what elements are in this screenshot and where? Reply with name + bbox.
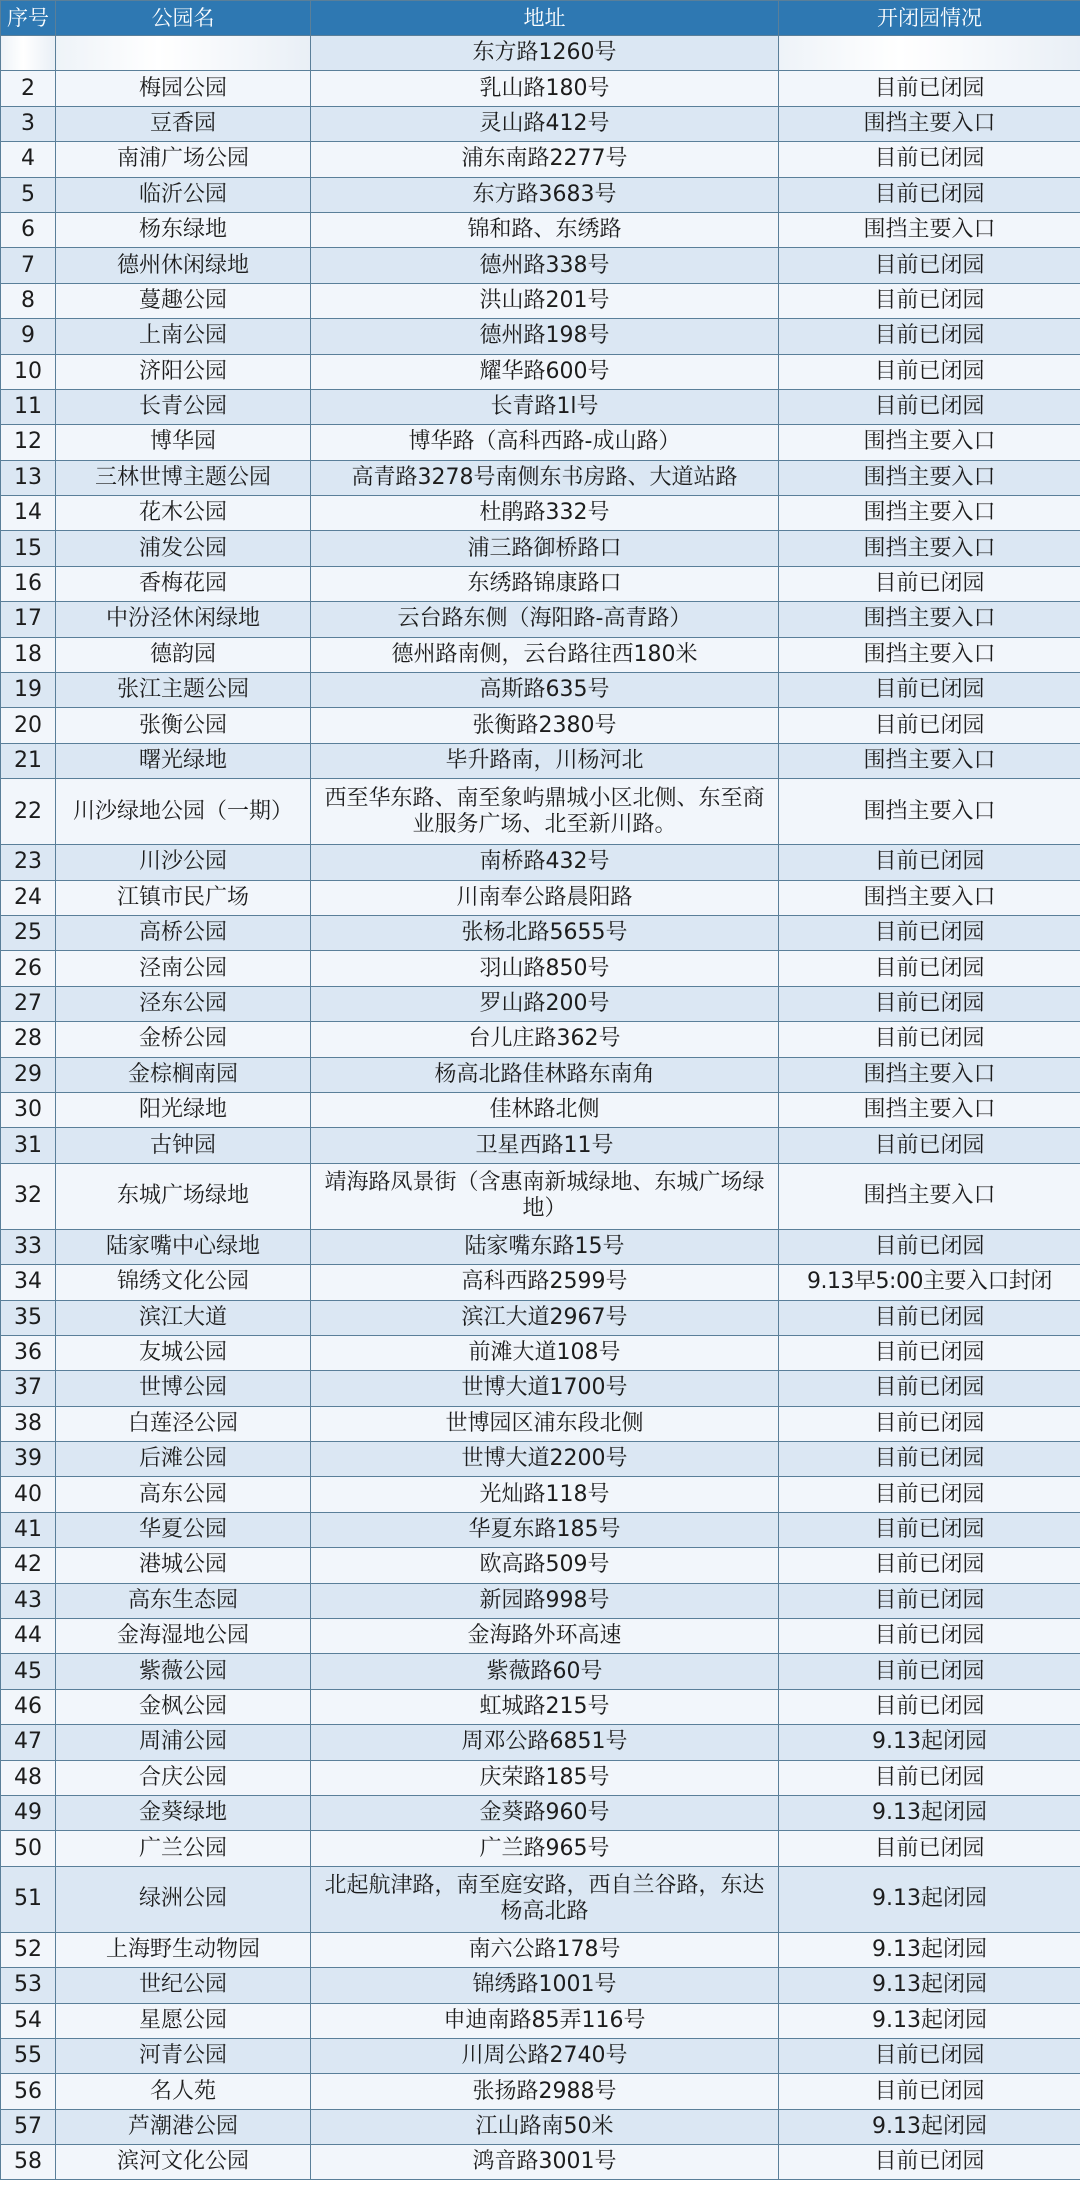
row-address-cell: 欧高路509号: [311, 1548, 779, 1583]
row-index-cell: 32: [1, 1163, 56, 1229]
row-index-cell: 41: [1, 1512, 56, 1547]
table-row: [1, 177, 1080, 212]
row-park-name-cell: 济阳公园: [56, 354, 311, 389]
row-park-name-cell: 陆家嘴中心绿地: [56, 1229, 311, 1264]
row-index-cell: 2: [1, 71, 56, 106]
row-park-name-cell: [56, 36, 311, 71]
table-row: [1, 2074, 1080, 2109]
row-index-cell: 49: [1, 1795, 56, 1830]
row-park-name-cell: 周浦公园: [56, 1725, 311, 1760]
row-index-cell: 51: [1, 1866, 56, 1932]
row-park-name-cell: 友城公园: [56, 1335, 311, 1370]
row-index-cell: 34: [1, 1265, 56, 1300]
row-address-cell: 长青路1l号: [311, 389, 779, 424]
row-status-cell: 目前已闭园: [779, 1128, 1080, 1163]
row-index-cell: 40: [1, 1477, 56, 1512]
row-park-name-cell: 后滩公园: [56, 1442, 311, 1477]
row-address-cell: 羽山路850号: [311, 951, 779, 986]
row-park-name-cell: 滨河文化公园: [56, 2145, 311, 2180]
row-park-name-cell: 金海湿地公园: [56, 1619, 311, 1654]
row-index-cell: 14: [1, 496, 56, 531]
row-status-cell: 9.13早5:00主要入口封闭: [779, 1265, 1080, 1300]
row-address-cell: 博华路（高科西路-成山路）: [311, 425, 779, 460]
table-row: [1, 566, 1080, 601]
row-address-cell: 张扬路2988号: [311, 2074, 779, 2109]
row-address-cell: 罗山路200号: [311, 986, 779, 1021]
table-row: [1, 1725, 1080, 1760]
row-index-cell: 19: [1, 673, 56, 708]
row-park-name-cell: 梅园公园: [56, 71, 311, 106]
row-park-name-cell: 泾南公园: [56, 951, 311, 986]
row-status-cell: 围挡主要入口: [779, 425, 1080, 460]
row-status-cell: 围挡主要入口: [779, 460, 1080, 495]
row-status-cell: 9.13起闭园: [779, 1932, 1080, 1967]
table-row: [1, 1689, 1080, 1724]
table-row: [1, 248, 1080, 283]
row-park-name-cell: 世博公园: [56, 1371, 311, 1406]
table-row: [1, 915, 1080, 950]
row-index-cell: 38: [1, 1406, 56, 1441]
row-status-cell: 目前已闭园: [779, 2074, 1080, 2109]
row-status-cell: 9.13起闭园: [779, 1795, 1080, 1830]
row-index-cell: 13: [1, 460, 56, 495]
table-row: [1, 460, 1080, 495]
table-row: [1, 1092, 1080, 1127]
row-index-cell: 35: [1, 1300, 56, 1335]
row-park-name-cell: 泾东公园: [56, 986, 311, 1021]
header-address: 地址: [311, 1, 779, 36]
table-row: [1, 496, 1080, 531]
row-address-cell: 佳林路北侧: [311, 1092, 779, 1127]
row-status-cell: 目前已闭园: [779, 1583, 1080, 1618]
row-status-cell: 目前已闭园: [779, 1831, 1080, 1866]
table-row: [1, 1831, 1080, 1866]
row-status-cell: 围挡主要入口: [779, 496, 1080, 531]
row-status-cell: 目前已闭园: [779, 986, 1080, 1021]
table-row: [1, 880, 1080, 915]
row-park-name-cell: 芦潮港公园: [56, 2109, 311, 2144]
row-index-cell: 57: [1, 2109, 56, 2144]
row-address-cell: 广兰路965号: [311, 1831, 779, 1866]
row-status-cell: 目前已闭园: [779, 845, 1080, 880]
row-index-cell: 39: [1, 1442, 56, 1477]
row-park-name-cell: 浦发公园: [56, 531, 311, 566]
row-park-name-cell: 德韵园: [56, 637, 311, 672]
row-index-cell: 36: [1, 1335, 56, 1370]
table-row: [1, 212, 1080, 247]
row-park-name-cell: 滨江大道: [56, 1300, 311, 1335]
table-row: [1, 1932, 1080, 1967]
row-address-cell: 锦绣路1001号: [311, 1968, 779, 2003]
row-address-cell: 南六公路178号: [311, 1932, 779, 1967]
row-park-name-cell: 锦绣文化公园: [56, 1265, 311, 1300]
row-park-name-cell: 金棕榈南园: [56, 1057, 311, 1092]
row-address-cell: 东绣路锦康路口: [311, 566, 779, 601]
row-index-cell: 9: [1, 319, 56, 354]
row-address-cell: 世博大道2200号: [311, 1442, 779, 1477]
row-address-cell: 光灿路118号: [311, 1477, 779, 1512]
row-status-cell: 围挡主要入口: [779, 212, 1080, 247]
row-index-cell: 25: [1, 915, 56, 950]
row-status-cell: 围挡主要入口: [779, 1057, 1080, 1092]
row-address-cell: 世博园区浦东段北侧: [311, 1406, 779, 1441]
row-index-cell: 12: [1, 425, 56, 460]
row-address-cell: 北起航津路，南至庭安路，西自兰谷路，东达杨高北路: [311, 1866, 779, 1932]
table-row: [1, 36, 1080, 71]
row-address-cell: 杜鹃路332号: [311, 496, 779, 531]
row-address-cell: 滨江大道2967号: [311, 1300, 779, 1335]
row-park-name-cell: 上海野生动物园: [56, 1932, 311, 1967]
header-row: [1, 1, 1080, 36]
row-address-cell: 虹城路215号: [311, 1689, 779, 1724]
table-body: [1, 36, 1080, 2180]
table-row: [1, 531, 1080, 566]
row-index-cell: 46: [1, 1689, 56, 1724]
row-park-name-cell: 长青公园: [56, 389, 311, 424]
row-address-cell: 世博大道1700号: [311, 1371, 779, 1406]
row-status-cell: 目前已闭园: [779, 389, 1080, 424]
row-address-cell: 卫星西路11号: [311, 1128, 779, 1163]
table-row: [1, 389, 1080, 424]
table-row: [1, 1163, 1080, 1229]
row-status-cell: 目前已闭园: [779, 1512, 1080, 1547]
row-address-cell: 周邓公路6851号: [311, 1725, 779, 1760]
row-status-cell: 目前已闭园: [779, 1406, 1080, 1441]
row-status-cell: 目前已闭园: [779, 1229, 1080, 1264]
row-status-cell: 目前已闭园: [779, 1022, 1080, 1057]
row-index-cell: 55: [1, 2038, 56, 2073]
table-row: [1, 1866, 1080, 1932]
table-row: [1, 1583, 1080, 1618]
row-index-cell: 29: [1, 1057, 56, 1092]
row-status-cell: 目前已闭园: [779, 915, 1080, 950]
row-park-name-cell: 杨东绿地: [56, 212, 311, 247]
row-index-cell: 45: [1, 1654, 56, 1689]
row-status-cell: 目前已闭园: [779, 2038, 1080, 2073]
row-index-cell: 4: [1, 142, 56, 177]
table-row: [1, 1022, 1080, 1057]
row-address-cell: 德州路南侧，云台路往西180米: [311, 637, 779, 672]
row-park-name-cell: 东城广场绿地: [56, 1163, 311, 1229]
row-address-cell: 灵山路412号: [311, 106, 779, 141]
row-status-cell: 目前已闭园: [779, 1689, 1080, 1724]
row-status-cell: 目前已闭园: [779, 1760, 1080, 1795]
row-status-cell: 围挡主要入口: [779, 637, 1080, 672]
row-address-cell: 高科西路2599号: [311, 1265, 779, 1300]
row-index-cell: 58: [1, 2145, 56, 2180]
row-status-cell: 围挡主要入口: [779, 1092, 1080, 1127]
row-address-cell: 乳山路180号: [311, 71, 779, 106]
table-row: [1, 673, 1080, 708]
table-row: [1, 845, 1080, 880]
table-row: [1, 2109, 1080, 2144]
table-row: [1, 425, 1080, 460]
table-row: [1, 743, 1080, 778]
row-index-cell: 5: [1, 177, 56, 212]
row-status-cell: [779, 36, 1080, 71]
table-row: [1, 1128, 1080, 1163]
row-status-cell: 目前已闭园: [779, 71, 1080, 106]
row-address-cell: 陆家嘴东路15号: [311, 1229, 779, 1264]
table-row: [1, 708, 1080, 743]
row-status-cell: 目前已闭园: [779, 283, 1080, 318]
row-status-cell: 目前已闭园: [779, 708, 1080, 743]
row-park-name-cell: 古钟园: [56, 1128, 311, 1163]
row-address-cell: 张杨北路5655号: [311, 915, 779, 950]
row-address-cell: 前滩大道108号: [311, 1335, 779, 1370]
row-park-name-cell: 德州休闲绿地: [56, 248, 311, 283]
row-address-cell: 金葵路960号: [311, 1795, 779, 1830]
table-row: [1, 1548, 1080, 1583]
row-park-name-cell: 三林世博主题公园: [56, 460, 311, 495]
row-index-cell: [1, 36, 56, 71]
row-index-cell: 27: [1, 986, 56, 1021]
row-status-cell: 目前已闭园: [779, 354, 1080, 389]
row-address-cell: 毕升路南，川杨河北: [311, 743, 779, 778]
header-park-name: 公园名: [56, 1, 311, 36]
row-index-cell: 18: [1, 637, 56, 672]
row-index-cell: 20: [1, 708, 56, 743]
table-row: [1, 1795, 1080, 1830]
row-status-cell: 目前已闭园: [779, 1442, 1080, 1477]
row-index-cell: 42: [1, 1548, 56, 1583]
row-address-cell: 台儿庄路362号: [311, 1022, 779, 1057]
row-address-cell: 浦东南路2277号: [311, 142, 779, 177]
row-park-name-cell: 蔓趣公园: [56, 283, 311, 318]
row-address-cell: 江山路南50米: [311, 2109, 779, 2144]
row-status-cell: 目前已闭园: [779, 1477, 1080, 1512]
table-row: [1, 1654, 1080, 1689]
row-status-cell: 围挡主要入口: [779, 1163, 1080, 1229]
row-park-name-cell: 绿洲公园: [56, 1866, 311, 1932]
row-status-cell: 目前已闭园: [779, 2145, 1080, 2180]
table-row: [1, 779, 1080, 845]
row-park-name-cell: 名人苑: [56, 2074, 311, 2109]
row-index-cell: 31: [1, 1128, 56, 1163]
table-row: [1, 1300, 1080, 1335]
row-park-name-cell: 花木公园: [56, 496, 311, 531]
row-status-cell: 9.13起闭园: [779, 1725, 1080, 1760]
row-index-cell: 11: [1, 389, 56, 424]
row-address-cell: 耀华路600号: [311, 354, 779, 389]
row-status-cell: 目前已闭园: [779, 177, 1080, 212]
row-park-name-cell: 江镇市民广场: [56, 880, 311, 915]
table-row: [1, 1371, 1080, 1406]
row-status-cell: 围挡主要入口: [779, 531, 1080, 566]
table-row: [1, 602, 1080, 637]
row-address-cell: 东方路3683号: [311, 177, 779, 212]
row-address-cell: 靖海路凤景街（含惠南新城绿地、东城广场绿地）: [311, 1163, 779, 1229]
row-index-cell: 37: [1, 1371, 56, 1406]
table-row: [1, 1265, 1080, 1300]
row-index-cell: 53: [1, 1968, 56, 2003]
row-address-cell: 申迪南路85弄116号: [311, 2003, 779, 2038]
row-park-name-cell: 广兰公园: [56, 1831, 311, 1866]
row-park-name-cell: 上南公园: [56, 319, 311, 354]
row-index-cell: 30: [1, 1092, 56, 1127]
table-row: [1, 283, 1080, 318]
table-row: [1, 354, 1080, 389]
row-status-cell: 目前已闭园: [779, 1371, 1080, 1406]
row-park-name-cell: 金葵绿地: [56, 1795, 311, 1830]
row-status-cell: 目前已闭园: [779, 1335, 1080, 1370]
row-status-cell: 目前已闭园: [779, 1300, 1080, 1335]
row-status-cell: 9.13起闭园: [779, 1968, 1080, 2003]
table-row: [1, 1057, 1080, 1092]
row-status-cell: 围挡主要入口: [779, 779, 1080, 845]
row-park-name-cell: 河青公园: [56, 2038, 311, 2073]
table-row: [1, 1760, 1080, 1795]
row-index-cell: 54: [1, 2003, 56, 2038]
row-address-cell: 张衡路2380号: [311, 708, 779, 743]
row-park-name-cell: 白莲泾公园: [56, 1406, 311, 1441]
row-status-cell: 目前已闭园: [779, 248, 1080, 283]
row-status-cell: 围挡主要入口: [779, 880, 1080, 915]
row-status-cell: 围挡主要入口: [779, 106, 1080, 141]
row-park-name-cell: 曙光绿地: [56, 743, 311, 778]
row-status-cell: 目前已闭园: [779, 1548, 1080, 1583]
row-index-cell: 43: [1, 1583, 56, 1618]
table-row: [1, 142, 1080, 177]
table-row: [1, 1406, 1080, 1441]
row-status-cell: 9.13起闭园: [779, 2109, 1080, 2144]
row-address-cell: 川周公路2740号: [311, 2038, 779, 2073]
table-row: [1, 2038, 1080, 2073]
table-row: [1, 1619, 1080, 1654]
row-address-cell: 浦三路御桥路口: [311, 531, 779, 566]
row-address-cell: 云台路东侧（海阳路-高青路）: [311, 602, 779, 637]
row-index-cell: 15: [1, 531, 56, 566]
row-address-cell: 华夏东路185号: [311, 1512, 779, 1547]
row-status-cell: 目前已闭园: [779, 673, 1080, 708]
row-index-cell: 24: [1, 880, 56, 915]
row-address-cell: 高青路3278号南侧东书房路、大道站路: [311, 460, 779, 495]
row-index-cell: 23: [1, 845, 56, 880]
row-park-name-cell: 高桥公园: [56, 915, 311, 950]
table-row: [1, 637, 1080, 672]
table-row: [1, 71, 1080, 106]
row-park-name-cell: 张衡公园: [56, 708, 311, 743]
row-status-cell: 围挡主要入口: [779, 743, 1080, 778]
row-index-cell: 56: [1, 2074, 56, 2109]
table-row: [1, 2145, 1080, 2180]
row-index-cell: 47: [1, 1725, 56, 1760]
table-row: [1, 1442, 1080, 1477]
row-status-cell: 目前已闭园: [779, 1619, 1080, 1654]
row-park-name-cell: 阳光绿地: [56, 1092, 311, 1127]
row-address-cell: 金海路外环高速: [311, 1619, 779, 1654]
table-row: [1, 2003, 1080, 2038]
row-address-cell: 东方路1260号: [311, 36, 779, 71]
row-park-name-cell: 金桥公园: [56, 1022, 311, 1057]
row-park-name-cell: 川沙绿地公园（一期）: [56, 779, 311, 845]
row-address-cell: 德州路338号: [311, 248, 779, 283]
row-park-name-cell: 港城公园: [56, 1548, 311, 1583]
row-address-cell: 川南奉公路晨阳路: [311, 880, 779, 915]
table-row: [1, 1512, 1080, 1547]
row-index-cell: 52: [1, 1932, 56, 1967]
row-address-cell: 西至华东路、南至象屿鼎城小区北侧、东至商业服务广场、北至新川路。: [311, 779, 779, 845]
row-index-cell: 3: [1, 106, 56, 141]
row-park-name-cell: 金枫公园: [56, 1689, 311, 1724]
row-park-name-cell: 博华园: [56, 425, 311, 460]
row-park-name-cell: 张江主题公园: [56, 673, 311, 708]
table-row: [1, 319, 1080, 354]
row-address-cell: 紫薇路60号: [311, 1654, 779, 1689]
row-park-name-cell: 世纪公园: [56, 1968, 311, 2003]
row-address-cell: 新园路998号: [311, 1583, 779, 1618]
row-index-cell: 10: [1, 354, 56, 389]
row-park-name-cell: 合庆公园: [56, 1760, 311, 1795]
row-status-cell: 目前已闭园: [779, 1654, 1080, 1689]
row-address-cell: 南桥路432号: [311, 845, 779, 880]
row-index-cell: 48: [1, 1760, 56, 1795]
row-index-cell: 22: [1, 779, 56, 845]
header-index: 序号: [1, 1, 56, 36]
row-park-name-cell: 星愿公园: [56, 2003, 311, 2038]
row-park-name-cell: 川沙公园: [56, 845, 311, 880]
row-index-cell: 17: [1, 602, 56, 637]
row-park-name-cell: 华夏公园: [56, 1512, 311, 1547]
row-address-cell: 庆荣路185号: [311, 1760, 779, 1795]
row-index-cell: 16: [1, 566, 56, 601]
row-park-name-cell: 临沂公园: [56, 177, 311, 212]
row-status-cell: 目前已闭园: [779, 319, 1080, 354]
row-park-name-cell: 豆香园: [56, 106, 311, 141]
table-row: [1, 951, 1080, 986]
row-address-cell: 鸿音路3001号: [311, 2145, 779, 2180]
row-park-name-cell: 高东生态园: [56, 1583, 311, 1618]
row-park-name-cell: 高东公园: [56, 1477, 311, 1512]
table-row: [1, 1968, 1080, 2003]
row-address-cell: 德州路198号: [311, 319, 779, 354]
header-status: 开闭园情况: [779, 1, 1080, 36]
row-address-cell: 洪山路201号: [311, 283, 779, 318]
row-index-cell: 33: [1, 1229, 56, 1264]
row-address-cell: 杨高北路佳林路东南角: [311, 1057, 779, 1092]
row-index-cell: 44: [1, 1619, 56, 1654]
table-row: [1, 1477, 1080, 1512]
row-status-cell: 目前已闭园: [779, 951, 1080, 986]
row-index-cell: 6: [1, 212, 56, 247]
row-park-name-cell: 香梅花园: [56, 566, 311, 601]
row-status-cell: 围挡主要入口: [779, 602, 1080, 637]
row-park-name-cell: 南浦广场公园: [56, 142, 311, 177]
row-index-cell: 7: [1, 248, 56, 283]
row-index-cell: 8: [1, 283, 56, 318]
row-park-name-cell: 中汾泾休闲绿地: [56, 602, 311, 637]
row-park-name-cell: 紫薇公园: [56, 1654, 311, 1689]
row-address-cell: 锦和路、东绣路: [311, 212, 779, 247]
row-status-cell: 目前已闭园: [779, 142, 1080, 177]
row-index-cell: 26: [1, 951, 56, 986]
row-index-cell: 21: [1, 743, 56, 778]
row-address-cell: 高斯路635号: [311, 673, 779, 708]
table-row: [1, 106, 1080, 141]
table-row: [1, 1335, 1080, 1370]
row-index-cell: 50: [1, 1831, 56, 1866]
row-status-cell: 9.13起闭园: [779, 1866, 1080, 1932]
table-row: [1, 1229, 1080, 1264]
table-row: [1, 986, 1080, 1021]
row-status-cell: 9.13起闭园: [779, 2003, 1080, 2038]
row-index-cell: 28: [1, 1022, 56, 1057]
row-status-cell: 目前已闭园: [779, 566, 1080, 601]
